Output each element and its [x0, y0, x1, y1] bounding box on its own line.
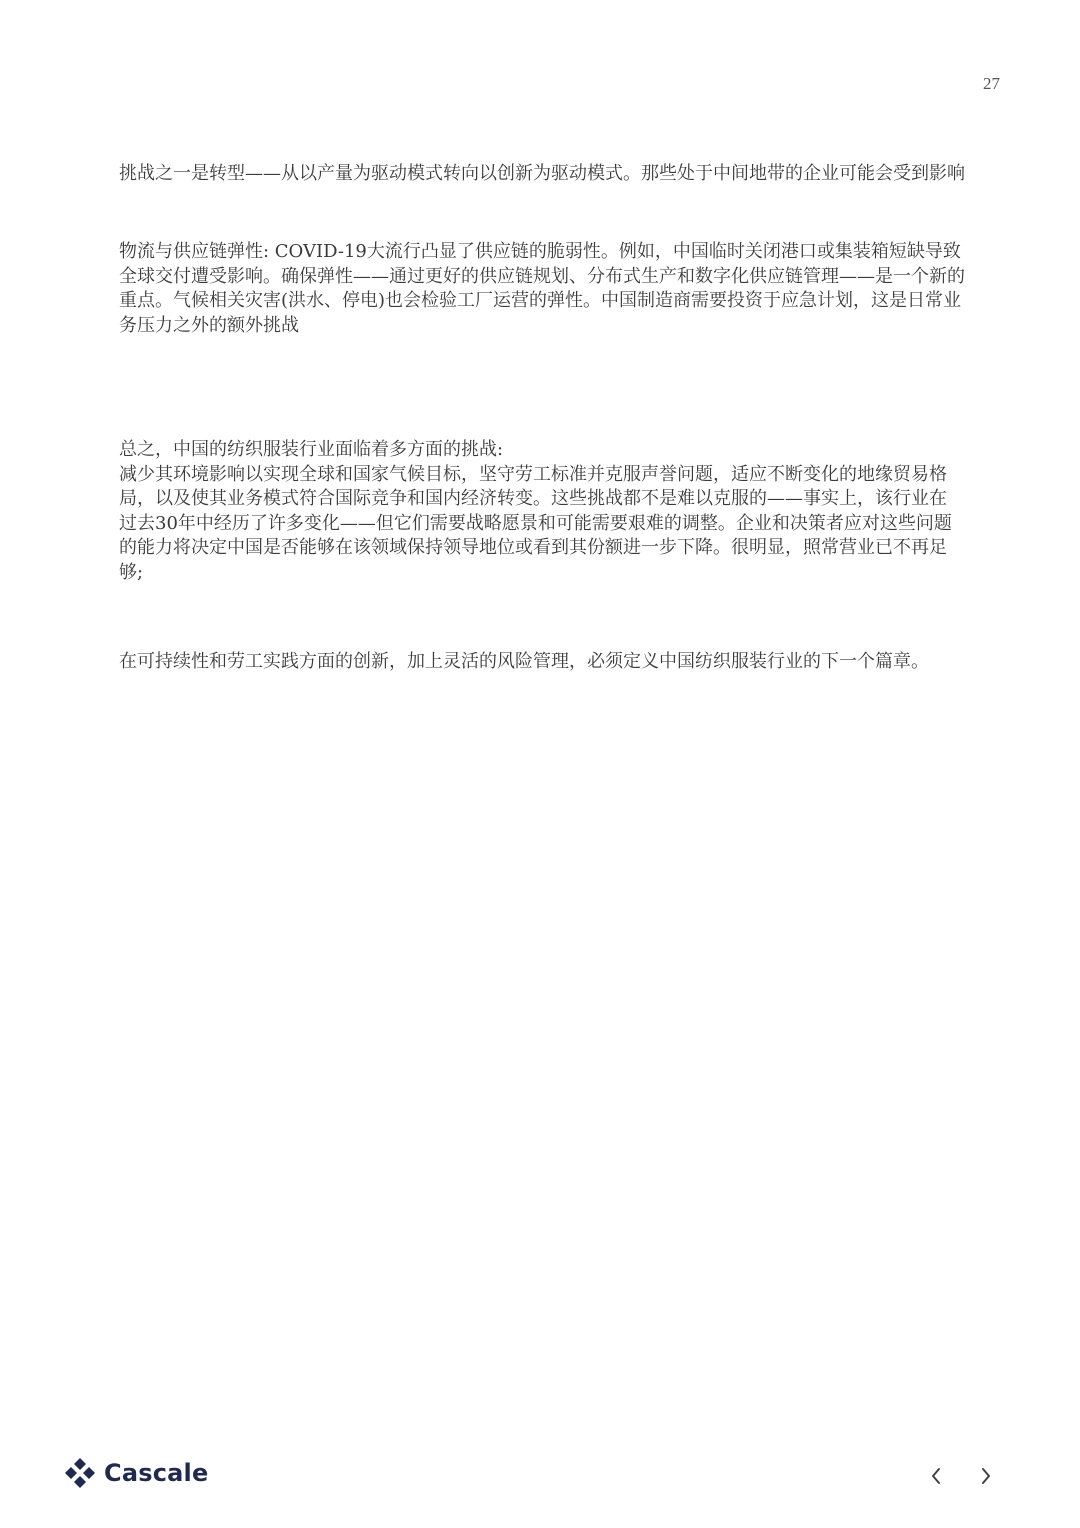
text-line: 减少其环境影响以实现全球和国家气候目标，坚守劳工标准并克服声誉问题，适应不断变化的地缘贸易格	[119, 463, 947, 485]
chevron-left-icon	[929, 1466, 943, 1486]
paragraph-transition	[119, 162, 969, 187]
text-line: 过去30年中经历了许多变化——但它们需要战略愿景和可能需要艰难的调整。企业和决策者应对这些问题	[119, 512, 952, 534]
next-page-button[interactable]	[972, 1462, 1000, 1490]
text-line: 务压力之外的额外挑战	[119, 314, 299, 336]
text-line: 局，以及使其业务模式符合国际竞争和国内经济转变。这些挑战都不是难以克服的——事实上，该行业在	[119, 488, 947, 509]
text-line: 物流与供应链弹性: COVID-19大流行凸显了供应链的脆弱性。例如，中国临时关闭港口或集装箱短缺导致	[119, 241, 961, 262]
cascale-logo-icon	[64, 1457, 96, 1489]
text-line: 重点。气候相关灾害(洪水、停电)也会检验工厂运营的弹性。中国制造商需要投资于应急计划，这是日常业	[119, 290, 962, 311]
previous-page-button[interactable]	[922, 1462, 950, 1490]
text-line: 全球交付遭受影响。确保弹性——通过更好的供应链规划、分布式生产和数字化供应链管理——是一个新的	[119, 265, 965, 287]
chevron-right-icon	[979, 1466, 993, 1486]
page-number: 27	[983, 74, 1000, 93]
brand-name: Cascale	[104, 1459, 209, 1487]
paragraph-summary	[119, 438, 969, 585]
text-line: 在可持续性和劳工实践方面的创新，加上灵活的风险管理，必须定义中国纺织服装行业的下一个篇章。	[119, 651, 929, 672]
paragraph-supply-chain	[119, 240, 969, 338]
text-line: 够;	[119, 561, 144, 583]
paragraph-conclusion	[119, 650, 969, 675]
brand-logo	[64, 1455, 208, 1491]
text-line: 的能力将决定中国是否能够在该领域保持领导地位或看到其份额进一步下降。很明显，照常营业已不再足	[119, 537, 947, 558]
text-line: 总之，中国的纺织服装行业面临着多方面的挑战:	[119, 439, 504, 460]
text-line: 挑战之一是转型——从以产量为驱动模式转向以创新为驱动模式。那些处于中间地带的企业可能会受到影响	[119, 163, 965, 184]
